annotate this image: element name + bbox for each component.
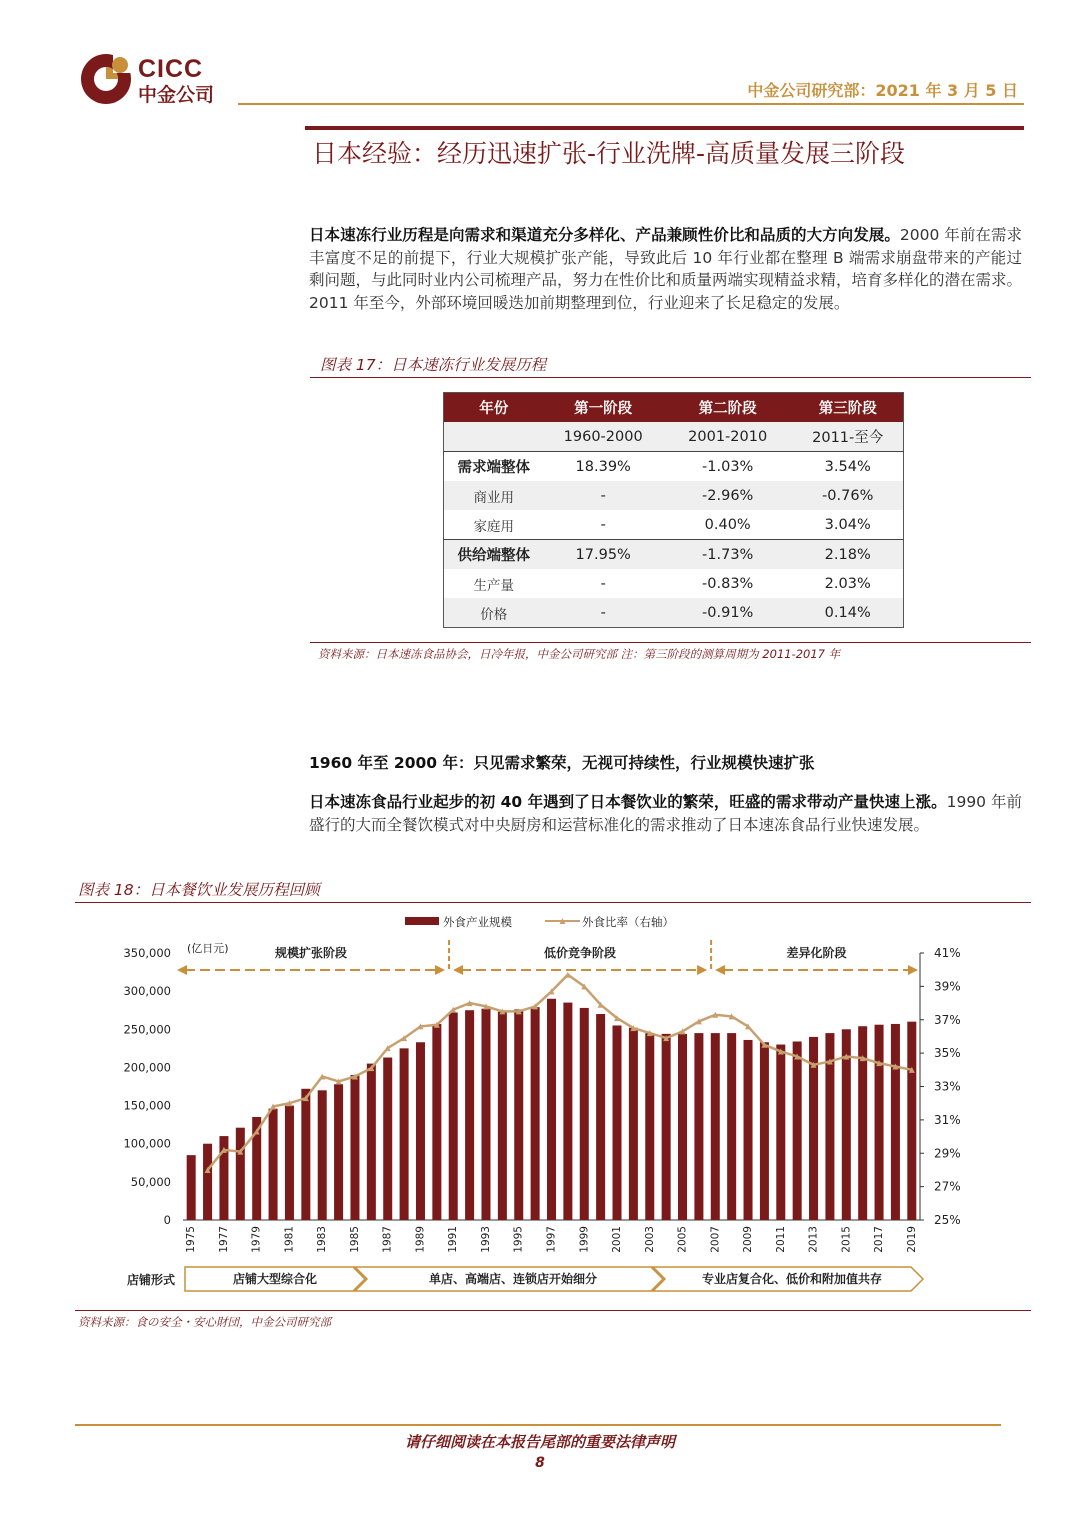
bar — [481, 1009, 490, 1220]
header-date: 中金公司研究部：2021 年 3 月 5 日 — [747, 81, 1018, 100]
legend-bar-label: 外食产业规模 — [443, 915, 512, 929]
table-cell: 2.18% — [792, 540, 903, 570]
y-right-tick-label: 29% — [934, 1146, 961, 1161]
legend-line-label: 外食比率（右轴） — [582, 915, 674, 929]
bar — [383, 1058, 392, 1220]
growth-table — [443, 392, 904, 628]
y-left-tick-label: 100,000 — [123, 1136, 171, 1151]
phase-arrow-head — [697, 965, 707, 975]
bar — [760, 1042, 769, 1220]
table-row — [444, 452, 904, 482]
bar — [449, 1013, 458, 1220]
bar — [776, 1045, 785, 1220]
y-left-tick-label: 200,000 — [123, 1060, 171, 1075]
bar — [694, 1033, 703, 1220]
header-divider — [238, 103, 1024, 105]
x-tick-label: 1987 — [381, 1226, 394, 1253]
phase-label: 规模扩张阶段 — [275, 946, 348, 960]
paragraph-boom-lead: 日本速冻食品行业起步的初 40 年遇到了日本餐饮业的繁荣，旺盛的需求带动产量快速上涨。 — [309, 793, 947, 811]
table-cell: 价格 — [444, 598, 544, 628]
figure17-top-rule — [310, 377, 1031, 378]
x-tick-label: 2013 — [807, 1226, 820, 1253]
x-tick-label: 1993 — [479, 1226, 492, 1253]
table-header-cell: 第三阶段 — [792, 393, 903, 423]
y-right-tick-label: 31% — [934, 1112, 961, 1127]
figure18-source: 资料来源：食の安全・安心財団，中金公司研究部 — [78, 1315, 331, 1329]
x-tick-label: 2005 — [676, 1226, 689, 1253]
table-cell: 3.04% — [824, 516, 871, 533]
table-cell: -0.83% — [702, 575, 754, 592]
x-tick-label: 2007 — [709, 1226, 722, 1253]
x-tick-label: 2011 — [774, 1226, 787, 1253]
figure18-bottom-rule — [75, 1310, 1031, 1311]
y-left-tick-label: 0 — [163, 1213, 171, 1227]
figure18-top-rule — [75, 902, 1031, 903]
table-row — [444, 598, 904, 628]
bar — [547, 999, 556, 1220]
legend-bar-swatch — [405, 917, 439, 925]
y-right-tick-label: 39% — [934, 979, 961, 994]
table-cell — [444, 422, 544, 452]
table-cell: 1960-2000 — [543, 422, 663, 452]
bar — [334, 1084, 343, 1220]
table-cell: - — [543, 481, 663, 510]
x-tick-label: 1983 — [316, 1226, 329, 1253]
table-cell: 生产量 — [473, 577, 514, 594]
bar — [727, 1033, 736, 1220]
table-cell: 2011-至今 — [792, 422, 903, 452]
bar — [907, 1022, 916, 1220]
phase-arrow-head — [453, 965, 463, 975]
table-header-cell: 年份 — [444, 393, 544, 423]
x-tick-label: 2015 — [840, 1226, 853, 1253]
y-left-tick-label: 250,000 — [123, 1022, 171, 1037]
section-title: 日本经验：经历迅速扩张-行业洗牌-高质量发展三阶段 — [312, 139, 906, 168]
x-tick-label: 1977 — [217, 1226, 230, 1253]
bar — [711, 1033, 720, 1220]
paragraph-intro-lead: 日本速冻行业历程是向需求和渠道充分多样化、产品兼顾性价比和品质的大方向发展。 — [309, 226, 900, 244]
bar — [563, 1003, 572, 1220]
table-cell: 0.14% — [792, 598, 903, 628]
store-format-text: 专业店复合化、低价和附加值共存 — [701, 1272, 883, 1286]
table-row — [444, 510, 904, 540]
x-tick-label: 1997 — [545, 1226, 558, 1253]
y-left-tick-label: 150,000 — [123, 1098, 171, 1113]
cicc-logo-icon — [80, 53, 132, 105]
phase-label: 低价竞争阶段 — [544, 946, 617, 960]
x-tick-label: 2003 — [643, 1226, 656, 1253]
table-cell: 3.54% — [824, 458, 871, 475]
table-cell: 2.03% — [824, 575, 871, 592]
x-tick-label: 2019 — [905, 1226, 918, 1253]
table-cell: -1.73% — [663, 540, 792, 570]
store-format-text: 店铺大型综合化 — [232, 1272, 318, 1286]
x-tick-label: 1985 — [348, 1226, 361, 1253]
restaurant-industry-chart — [75, 905, 1031, 1307]
table-cell: -2.96% — [663, 481, 792, 510]
y-right-tick-label: 35% — [934, 1046, 961, 1061]
bar — [350, 1075, 359, 1220]
bar — [629, 1028, 638, 1220]
bar — [416, 1042, 425, 1220]
bar — [793, 1041, 802, 1220]
bar — [645, 1033, 654, 1220]
x-tick-label: 1981 — [283, 1226, 296, 1253]
y-right-tick-label: 33% — [934, 1079, 961, 1094]
bar — [498, 1012, 507, 1220]
bar — [285, 1106, 294, 1220]
sub-heading: 1960 年至 2000 年：只见需求繁荣，无视可持续性，行业规模快速扩张 — [309, 754, 815, 772]
table-cell: 0.40% — [704, 516, 751, 533]
paragraph-intro — [309, 224, 1022, 314]
figure17-source: 资料来源：日本速冻食品协会，日冷年报，中金公司研究部 注：第三阶段的测算周期为 2011-2017 年 — [318, 647, 841, 661]
x-tick-label: 1995 — [512, 1226, 525, 1253]
table-cell: 需求端整体 — [457, 460, 530, 476]
bar — [301, 1089, 310, 1220]
bar — [662, 1034, 671, 1220]
x-tick-label: 1989 — [414, 1226, 427, 1253]
logo-text-en: CICC — [138, 55, 204, 83]
y-left-unit-label: (亿日元) — [187, 942, 229, 955]
phase-arrow-head — [435, 965, 445, 975]
bar — [269, 1109, 278, 1220]
bar — [318, 1090, 327, 1220]
bar — [514, 1009, 523, 1220]
y-left-tick-label: 300,000 — [123, 984, 171, 999]
store-format-label: 店铺形式 — [127, 1273, 176, 1287]
bar — [400, 1048, 409, 1220]
y-right-tick-label: 25% — [934, 1213, 961, 1227]
bar — [432, 1024, 441, 1220]
table-cell: -0.76% — [792, 481, 903, 510]
table-cell: 商业用 — [444, 481, 544, 510]
x-tick-label: 2017 — [873, 1226, 886, 1253]
phase-label: 差异化阶段 — [786, 946, 847, 960]
table-years-row — [444, 422, 904, 452]
phase-arrow-head — [177, 965, 187, 975]
figure18-caption: 图表 18：日本餐饮业发展历程回顾 — [78, 881, 320, 899]
paragraph-intro-body: 2000 年前在需求丰富度不足的前提下，行业大规模扩张产能，导致此后 10 年行业都在整理 B 端需求崩盘带来的产能过剩问题，与此同时业内公司梳理产品，努力在性价比和质量两端实现精益求精，培育多样化的潜在需求。2011 年至今，外部环境回暖迭加前期整理到位，行业迎来了长足稳定的发展。 — [309, 226, 1023, 312]
table-cell: - — [600, 575, 606, 592]
table-row — [444, 569, 904, 598]
table-cell: 家庭用 — [473, 518, 514, 535]
x-tick-label: 1999 — [578, 1226, 591, 1253]
y-right-tick-label: 27% — [934, 1179, 961, 1194]
paragraph-boom-body: 1990 年前盛行的大而全餐饮模式对中央厨房和运营标准化的需求推动了日本速冻食品行业快速发展。 — [309, 793, 1023, 834]
table-cell: - — [600, 516, 606, 533]
table-header-cell: 第二阶段 — [663, 393, 792, 423]
bar — [531, 1007, 540, 1220]
bar — [580, 1008, 589, 1220]
table-cell: 18.39% — [575, 458, 631, 475]
y-left-tick-label: 50,000 — [130, 1174, 171, 1189]
y-right-tick-label: 37% — [934, 1012, 961, 1027]
table-row — [444, 540, 904, 570]
table-cell: - — [543, 598, 663, 628]
x-tick-label: 1979 — [250, 1226, 263, 1253]
bar — [891, 1024, 900, 1220]
table-header-cell: 第一阶段 — [543, 393, 663, 423]
bar — [367, 1064, 376, 1220]
bar — [203, 1144, 212, 1220]
bar — [875, 1025, 884, 1220]
y-left-tick-label: 350,000 — [123, 946, 171, 960]
ratio-line — [208, 975, 912, 1170]
x-tick-label: 1975 — [185, 1226, 198, 1253]
bar — [744, 1040, 753, 1220]
bar — [236, 1128, 245, 1220]
phase-arrow-head — [908, 965, 918, 975]
logo-text-cn: 中金公司 — [138, 84, 215, 106]
bar — [613, 1025, 622, 1220]
table-cell: 供给端整体 — [444, 540, 544, 570]
table-cell: -0.91% — [663, 598, 792, 628]
table-cell: 2001-2010 — [663, 422, 792, 452]
title-divider — [305, 126, 1024, 130]
x-tick-label: 1991 — [447, 1226, 460, 1253]
footer-divider — [75, 1424, 1001, 1426]
bar — [187, 1155, 196, 1220]
figure17-caption: 图表 17：日本速冻行业发展历程 — [320, 356, 547, 374]
store-format-text: 单店、高端店、连锁店开始细分 — [428, 1272, 598, 1286]
legal-notice: 请仔细阅读在本报告尾部的重要法律声明 — [404, 1433, 675, 1451]
table-cell: 17.95% — [543, 540, 663, 570]
bar — [465, 1010, 474, 1220]
x-tick-label: 2001 — [611, 1226, 624, 1253]
phase-arrow-head — [715, 965, 725, 975]
page-number: 8 — [535, 1455, 545, 1471]
figure17-bottom-rule — [310, 642, 1031, 643]
table-cell: -1.03% — [702, 458, 754, 475]
table-row — [444, 481, 904, 510]
bar — [678, 1034, 687, 1220]
x-tick-label: 2009 — [742, 1226, 755, 1253]
table-header-row — [444, 393, 904, 423]
bar — [596, 1014, 605, 1220]
paragraph-boom — [309, 791, 1022, 836]
y-right-tick-label: 41% — [934, 946, 961, 960]
